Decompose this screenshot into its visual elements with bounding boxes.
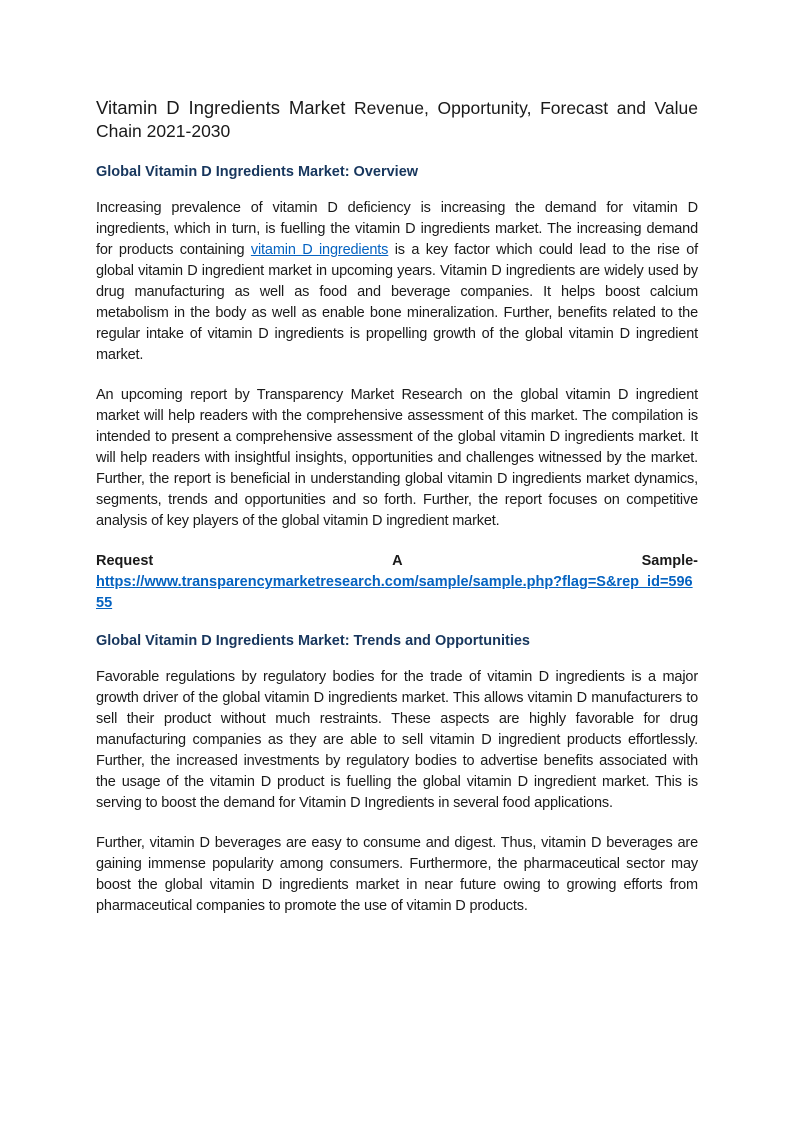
overview-paragraph-1 xyxy=(96,198,698,366)
overview-heading: Global Vitamin D Ingredients Market: Overview xyxy=(96,164,419,180)
title-sub: Revenue, Opportunity, Forecast and Value Chain 2021-2030 xyxy=(96,98,698,141)
trends-paragraph-1: Favorable regulations by regulatory bodies for the trade of vitamin D ingredients is a major growth driver of the global vitamin D ingredients market. This allows vitamin D manufacturers to sell their product without much restraints. These aspects are highly favorable for drug manufacturing companies as they are able to sell vitamin D ingredient products effortlessly. Further, the increased investments by regulatory bodies to advertise benefits associated with the usage of the vitamin D product is fuelling the global vitamin D ingredient market. This is serving to boost the demand for Vitamin D Ingredients in several food applications. xyxy=(96,669,698,811)
sample-request-link[interactable]: https://www.transparencymarketresearch.com/sample/sample.php?flag=S&rep_id=59655 xyxy=(96,574,693,611)
request-sample xyxy=(96,551,698,614)
sample-word: Sample- xyxy=(641,553,698,569)
text: Increasing prevalence of vitamin D deficiency is increasing the demand for vitamin D ingredients, which in turn, is fuelling the vitamin D ingredients market. The increasing demand for products containing xyxy=(96,200,698,258)
vitamin-d-ingredients-link[interactable]: vitamin D ingredients xyxy=(250,242,389,258)
request-sample-label xyxy=(96,551,698,572)
overview-paragraph-2: An upcoming report by Transparency Market Research on the global vitamin D ingredient market will help readers with the comprehensive assessment of this market. The compilation is intended to present a comprehensive assessment of the global vitamin D ingredients market. It will help readers with insightful insights, opportunities and challenges witnessed by the market. Further, the report is beneficial in understanding global vitamin D ingredients market dynamics, segments, trends and opportunities and so forth. Further, the report focuses on competitive analysis of key players of the global vitamin D ingredient market. xyxy=(96,387,698,529)
request-word: Request xyxy=(96,553,154,569)
a-word: A xyxy=(392,553,403,569)
trends-heading: Global Vitamin D Ingredients Market: Trends and Opportunities xyxy=(96,633,530,649)
title-main: Vitamin D Ingredients Market xyxy=(96,97,346,118)
text: is a key factor which could lead to the rise of global vitamin D ingredient market in upcoming years. Vitamin D ingredients are widely used by drug manufacturing as well as food and beverage companies. It helps boost calcium metabolism in the body as well as enable bone mineralization. Further, benefits related to the regular intake of vitamin D ingredients is propelling growth of the global vitamin D ingredient market. xyxy=(96,242,698,363)
trends-paragraph-2: Further, vitamin D beverages are easy to consume and digest. Thus, vitamin D beverages are gaining immense popularity among consumers. Furthermore, the pharmaceutical sector may boost the global vitamin D ingredients market in near future owing to growing efforts from pharmaceutical companies to promote the use of vitamin D products. xyxy=(96,835,698,914)
document-page xyxy=(96,96,698,936)
document-title xyxy=(96,96,698,143)
